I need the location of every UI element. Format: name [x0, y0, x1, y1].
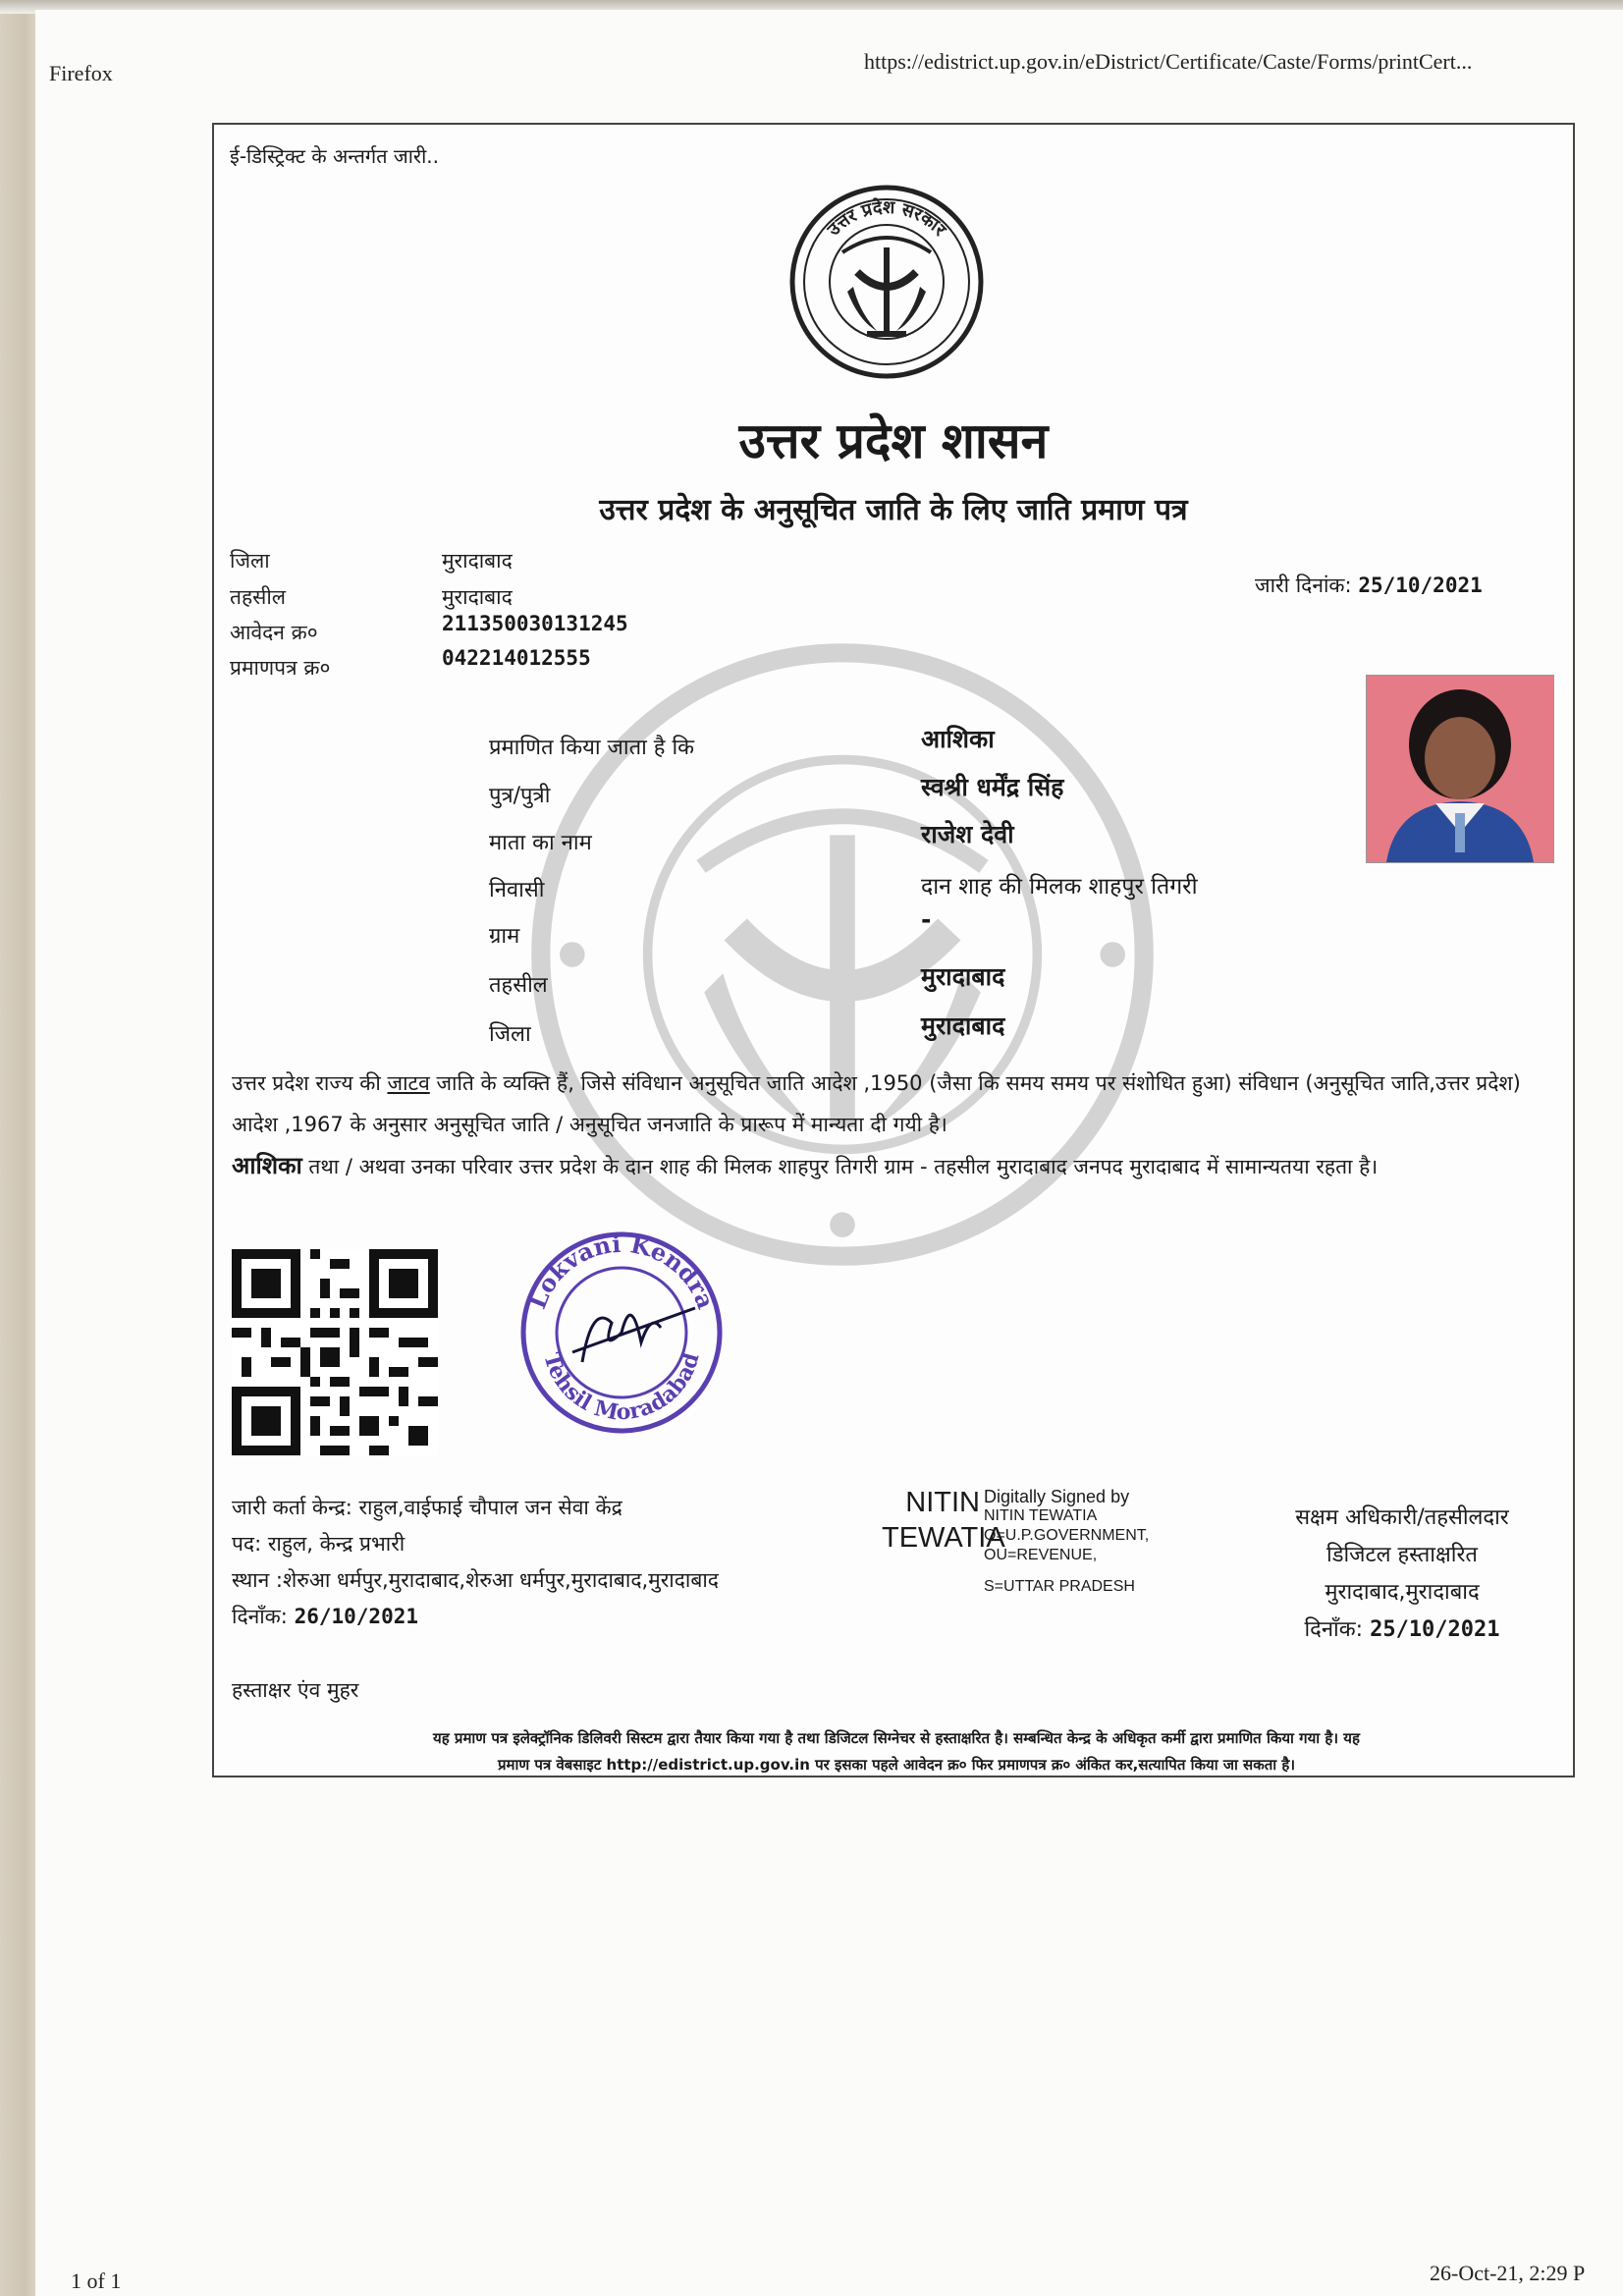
authority-date-row: [1245, 1612, 1559, 1649]
authority-date: 25/10/2021: [1370, 1617, 1500, 1642]
meta-value-district: मुरादाबाद: [442, 549, 513, 573]
authority-place: मुरादाबाद,मुरादाबाद: [1325, 1580, 1480, 1605]
issuer-block: [232, 1490, 719, 1635]
signer-unit: OU=REVENUE,: [984, 1547, 1098, 1563]
digital-signer-name: [882, 1485, 1005, 1556]
detail-value-resident: दान शाह की मिलक शाहपुर तिगरी: [921, 874, 1198, 900]
authority-sign-type: डिजिटल हस्ताक्षरित: [1326, 1543, 1478, 1567]
issuer-date-row: [232, 1599, 719, 1635]
signer-org: O=U.P.GOVERNMENT,: [984, 1527, 1150, 1544]
issuer-date-label: दिनाँक:: [232, 1605, 288, 1628]
detail-value-mother: राजेश देवी: [921, 820, 1014, 848]
detail-value-village: -: [921, 905, 932, 934]
meta-label-certificate-no: प्रमाणपत्र क्र०: [230, 656, 331, 680]
detail-label-certified: प्रमाणित किया जाता है कि: [489, 736, 695, 760]
para-part2: जाति के व्यक्ति हैं, जिसे संविधान अनुसूचित जाति आदेश ,1950 (जैसा कि समय समय पर संशोधित हुआ) संविधान (अनुसूचित जाति,उत्तर प्रदेश) आदेश ,1967 के अनुसार अनुसूचित जाति / अनुसूचित जनजाति के प्रारूप में मान्यता दी गयी है।: [232, 1071, 1521, 1136]
authority-title: सक्षम अधिकारी/तहसीलदार: [1295, 1505, 1509, 1530]
issued-under-note: ई-डिस्ट्रिक्ट के अन्तर्गत जारी..: [230, 144, 439, 168]
detail-label-village: ग्राम: [489, 924, 520, 949]
lokvani-kendra-stamp: [514, 1225, 730, 1441]
signature-seal-label: हस्ताक्षर एंव मुहर: [232, 1678, 359, 1702]
issuer-place: स्थान :शेरुआ धर्मपुर,मुरादाबाद,शेरुआ धर्मपुर,मुरादाबाद,मुरादाबाद: [232, 1568, 719, 1592]
print-url: https://edistrict.up.gov.in/eDistrict/Certificate/Caste/Forms/printCert...: [864, 49, 1473, 74]
para-caste: जाटव: [387, 1071, 430, 1095]
detail-value-tehsil: मुरादाबाद: [921, 962, 1005, 991]
detail-value-parent: स्वश्री धर्मेंद्र सिंह: [921, 773, 1064, 801]
detail-label-resident: निवासी: [489, 878, 545, 902]
stamp-bottom-text: Tehsil Moradabad: [538, 1349, 705, 1426]
para-part3: तथा / अथवा उनका परिवार उत्तर प्रदेश के दान शाह की मिलक शाहपुर तिगरी ग्राम - तहसील मुरादाबाद जनपद मुरादाबाद में सामान्यतया रहता है।: [301, 1155, 1379, 1178]
issue-date-label: जारी दिनांक:: [1255, 574, 1352, 597]
authority-date-label: दिनाँक:: [1304, 1617, 1364, 1642]
certification-paragraph: [232, 1063, 1557, 1187]
footnote-line2: प्रमाण पत्र वेबसाइट http://edistrict.up.gov.in पर इसका पहले आवेदन क्र० फिर प्रमाणपत्र क्र० अंकित कर,सत्यापित किया जा सकता है।: [497, 1756, 1296, 1774]
issuer-designation: पद: राहुल, केन्द्र प्रभारी: [232, 1532, 406, 1556]
detail-label-district: जिला: [489, 1022, 531, 1047]
svg-text:Lokvani Kendra: [522, 1230, 720, 1313]
certificate-title: उत्तर प्रदेश शासन: [738, 411, 1049, 469]
printed-page: [35, 10, 1623, 2296]
issuer-date: 26/10/2021: [294, 1605, 419, 1628]
photo-portrait: [1367, 676, 1553, 862]
certificate-subtitle: उत्तर प्रदेश के अनुसूचित जाति के लिए जाति प्रमाण पत्र: [599, 493, 1188, 527]
signer-last-name: TEWATIA: [882, 1522, 1005, 1554]
signer-first-name: NITIN: [905, 1487, 980, 1518]
stamp-top-text: Lokvani Kendra: [522, 1229, 721, 1313]
issuer-center: जारी कर्ता केन्द्र: राहुल,वाईफाई चौपाल जन सेवा केंद्र: [232, 1496, 622, 1519]
authority-block: [1245, 1500, 1559, 1649]
emblem-text: उत्तर प्रदेश सरकार: [823, 196, 950, 241]
detail-label-parent: पुत्र/पुत्री: [489, 784, 551, 808]
detail-value-district: मुरादाबाद: [921, 1011, 1005, 1040]
meta-label-application-no: आवेदन क्र०: [230, 621, 318, 644]
meta-value-certificate-no: 042214012555: [442, 646, 591, 670]
detail-value-name: आशिका: [921, 725, 995, 753]
up-government-emblem: [788, 184, 985, 380]
print-app-name: Firefox: [49, 61, 113, 85]
print-datetime: 26-Oct-21, 2:29 P: [1430, 2261, 1586, 2285]
certificate-frame: [212, 123, 1575, 1777]
issue-date-value: 25/10/2021: [1358, 574, 1483, 597]
footnote-line1: यह प्रमाण पत्र इलेक्ट्रॉनिक डिलिवरी सिस्टम द्वारा तैयार किया गया है तथा डिजिटल सिग्नेचर से हस्ताक्षरित है। सम्बन्धित केन्द्र के अधिकृत कर्मी द्वारा प्रमाणित किया गया है। यह: [433, 1729, 1360, 1747]
signed-by-label: Digitally Signed by: [984, 1487, 1130, 1506]
para-part1: उत्तर प्रदेश राज्य की: [232, 1071, 388, 1095]
detail-label-mother: माता का नाम: [489, 831, 592, 855]
issue-date-block: [1255, 572, 1483, 599]
svg-text:उत्तर प्रदेश सरकार: [823, 196, 950, 241]
meta-value-application-no: 211350030131245: [442, 612, 628, 635]
print-page-count: 1 of 1: [71, 2269, 122, 2293]
qr-code: [232, 1249, 438, 1455]
verification-footnote: [234, 1725, 1559, 1778]
signer-full: NITIN TEWATIA: [984, 1507, 1098, 1524]
meta-label-tehsil: तहसील: [230, 585, 286, 609]
meta-value-tehsil: मुरादाबाद: [442, 585, 513, 609]
detail-label-tehsil: तहसील: [489, 973, 548, 998]
meta-label-district: जिला: [230, 549, 270, 573]
applicant-photo: [1366, 675, 1554, 863]
signer-state: S=UTTAR PRADESH: [984, 1578, 1135, 1595]
digital-signature-details: [984, 1487, 1149, 1597]
para-name: आशिका: [232, 1152, 302, 1179]
